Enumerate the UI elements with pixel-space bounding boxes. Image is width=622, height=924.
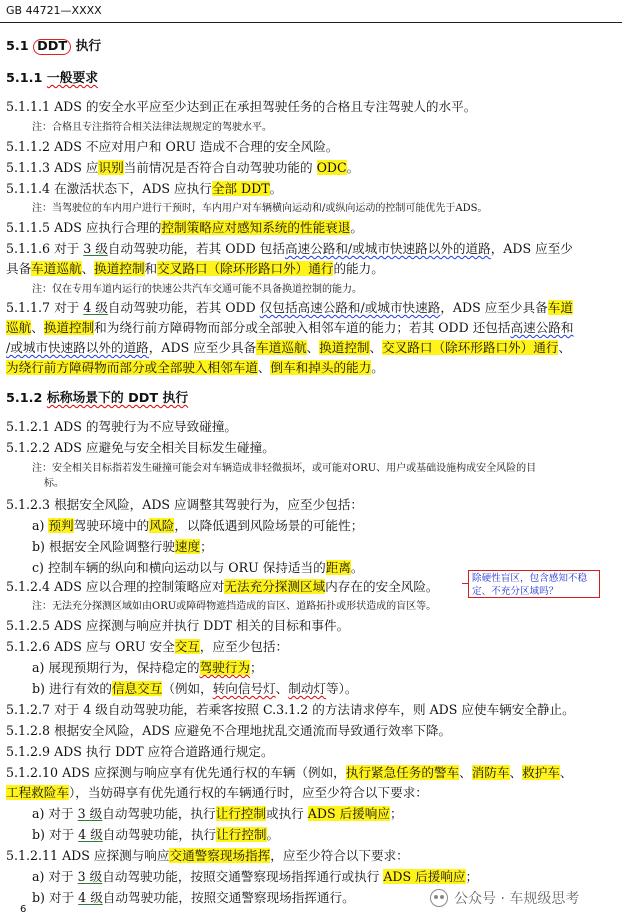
text-line [32,119,272,136]
highlighted-text: 信息交互 [111,681,163,696]
highlighted-text: ODC [316,160,347,175]
text-segment: 5.1.2.8 根据安全风险，ADS 应避免不合理地扰乱交通流而导致通行效率下降。 [6,723,452,738]
text-segment: c) 控制车辆的纵向和横向运动以与 ORU 保持适当的 [32,560,326,575]
text-segment: 5.1.1.4 在激活状态下，ADS 应执行 [6,181,212,196]
text-segment: 5.1.1.5 ADS 应执行合理的 [6,220,162,235]
text-segment: 当前情况是否符合自动驾驶功能的 [123,160,317,175]
text-segment: ，以降低遇到风险场景的可能性； [174,518,364,533]
highlighted-text: 车道巡航 [31,261,82,276]
highlighted-text: 全部 DDT [211,181,270,196]
text-segment: 5.1 [6,39,34,54]
highlighted-text: 执行紧急任务的警车 [345,765,460,780]
text-segment: 具备 [6,261,32,276]
annotated-text: 3 级 [77,806,103,821]
text-segment: a) 对于 [32,806,78,821]
text-segment: b) 进行有效的 [32,681,112,696]
text-line [32,559,363,576]
text-segment: 、 [81,261,95,276]
annotated-text: 4 级 [78,890,103,905]
watermark [430,888,579,908]
text-segment: 5.1.2.1 ADS 的驾驶行为不应导致碰撞。 [6,419,238,434]
annotated-text: 一般要求 [46,71,99,86]
header-rule [0,22,622,23]
text-segment: 和为绕行前方障碍物而部分或全部驶入相邻车道的能力；若其 ODD 还包括 [94,320,511,335]
page-number: 6 [20,904,27,915]
annotated-text: /或城市快速路以外的道路 [6,340,149,355]
text-segment: 5.1.1.6 对于 [6,241,84,256]
text-line [6,138,338,155]
text-line [6,38,101,55]
text-segment: ，应至少包括： [199,639,289,654]
text-segment: ，ADS 应至少具备 [148,340,257,355]
annotated-text: 4 级 [78,827,103,842]
highlighted-text: 救护车 [522,765,560,780]
highlighted-text: 控制策略应对感知系统的性能衰退 [161,220,351,235]
text-segment: b) 根据安全风险调整行驶 [32,539,175,554]
text-line [32,200,487,217]
text-segment: 5.1.1.7 对于 [6,300,84,315]
text-line [6,98,476,115]
text-segment: ； [200,539,213,554]
highlighted-text: 换道控制 [43,320,95,335]
text-segment: 。 [350,220,363,235]
text-line [32,826,279,843]
text-segment: 、 [559,765,573,780]
text-segment: ； [249,660,263,675]
annotated-text: 3 级 [77,869,103,884]
text-segment: 或执行 [265,806,308,821]
text-segment: ； [465,869,479,884]
text-line [6,784,428,801]
text-segment: 注：合格且专注指符合相关法律法规规定的驾驶水平。 [32,122,272,133]
text-line [32,281,362,298]
text-segment: ，ADS 应至少 [490,241,573,256]
text-segment: 自动驾驶功能，执行 [102,806,216,821]
text-line [6,496,363,513]
text-segment: 5.1.1.1 ADS 的安全水平应至少达到正在承担驾驶任务的合格且专注驾驶人的水平。 [6,99,477,114]
annotated-text: 高速公路和 [510,320,574,335]
text-segment: 。 [371,360,384,375]
highlighted-text: 交叉路口（除环形路口外）通行 [157,261,334,276]
highlighted-text: 巡航 [6,320,32,335]
text-line [6,743,274,760]
text-segment: a) 展现预期行为，保持稳定的 [32,660,200,675]
text-line [44,475,64,492]
text-line [32,538,213,555]
text-line [6,240,573,257]
text-segment: 注：无法充分探测区域如由ORU或障碍物遮挡造成的盲区、道路拓扑或形状造成的盲区等。 [32,601,437,612]
text-segment: ），当妨碍享有优先通行权的车辆通行时，应至少符合以下要求： [68,785,428,800]
text-segment: 5.1.2 [6,391,47,406]
text-segment: 、 [306,340,320,355]
text-segment: 、 [275,681,289,696]
text-segment: 内存在的安全风险。 [325,579,439,594]
text-segment: ，应至少符合以下要求： [270,848,409,863]
highlighted-text: 车道巡航 [256,340,307,355]
highlighted-text: ADS 后援响应 [307,806,390,821]
review-comment[interactable]: 除硬性盲区，包含感知不稳定、不充分区域吗？ [468,570,600,598]
text-line [6,260,384,277]
text-segment: 自动驾驶功能，按照交通警察现场指挥通行。 [102,890,355,905]
text-line [6,159,359,176]
text-segment: 5.1.2.3 根据安全风险，ADS 应调整其驾驶行为，应至少包括： [6,497,363,512]
text-segment: 自动驾驶功能，若其 ODD [107,300,260,315]
highlighted-text: 交互 [174,639,200,654]
annotated-text: 4 级 [83,300,108,315]
text-segment: 、 [509,765,523,780]
text-segment: ； [389,806,403,821]
text-segment: 5.1.2.9 ADS 执行 DDT 应符合道路通行规定。 [6,744,274,759]
text-segment: 、 [459,765,472,780]
text-segment: b) 对于 [32,827,79,842]
highlighted-text: 预判 [48,518,74,533]
text-segment: 、 [369,340,383,355]
highlighted-text: 换道控制 [319,340,370,355]
text-segment: 注：安全相关目标指若发生碰撞可能会对车辆造成非轻微损坏，或可能对ORU、用户或基础设施构成安全风险的目 [32,463,537,474]
text-segment: 驾驶环境中的 [73,518,150,533]
highlighted-text: 交叉路口（除环形路口外）通行 [382,340,559,355]
text-line [32,868,478,885]
text-line [6,359,384,376]
highlighted-text: 车道 [547,300,573,315]
text-segment: 。 [346,160,360,175]
text-line [32,680,358,697]
text-line [32,460,536,477]
highlighted-text: 交通警察现场指挥 [169,848,271,863]
text-line [32,889,355,906]
text-line [32,517,363,534]
highlighted-text: 倒车和掉头的能力 [270,360,372,375]
highlighted-text: 让行控制 [215,806,266,821]
text-segment: a) [32,518,49,533]
text-line [6,764,572,781]
highlighted-text: 消防车 [471,765,510,780]
text-line [6,180,282,197]
text-segment: 自动驾驶功能，若其 ODD 包括 [107,241,285,256]
text-segment: b) 对于 [32,890,79,905]
highlighted-text: 识别 [98,160,124,175]
text-line [6,701,575,718]
text-segment: a) 对于 [32,869,78,884]
highlighted-text: 为绕行前方障碍物而部分或全部驶入相邻车道 [6,360,258,375]
text-line [32,659,263,676]
text-segment: 。 [350,560,364,575]
text-segment: ，ADS 应至少具备 [440,300,548,315]
annotated-text: 3 级 [83,241,108,256]
text-segment: 5.1.1 [6,71,47,86]
text-line [6,219,363,236]
text-line [6,722,451,739]
text-line [6,299,573,316]
wechat-icon [430,889,448,907]
text-segment: 5.1.2.10 ADS 应探测与响应享有优先通行权的车辆（例如， [6,765,346,780]
text-segment: 5.1.1.2 ADS 不应对用户和 ORU 造成不合理的安全风险。 [6,139,339,154]
annotated-text: 转向信号灯 [212,681,276,696]
text-segment: 5.1.2.6 ADS 应与 ORU 安全 [6,639,175,654]
text-segment: 执行 [71,39,102,54]
text-line [6,390,188,407]
text-segment: 。 [266,827,280,842]
text-segment: 、 [31,320,44,335]
text-line [6,638,288,655]
text-segment: 等）。 [326,681,358,696]
text-segment: 5.1.1.3 ADS 应 [6,160,99,175]
text-segment: 、 [257,360,271,375]
text-line [6,617,349,634]
highlighted-text: 距离 [325,560,351,575]
text-segment: 的能力。 [333,261,384,276]
text-segment: 5.1.2.4 ADS 应以合理的控制策略应对 [6,579,225,594]
highlighted-text: 风险 [149,518,175,533]
text-line [6,418,237,435]
text-segment: 。 [269,181,283,196]
annotated-text: 标称场景下的 DDT 执行 [46,391,189,406]
text-segment: 5.1.2.7 对于 4 级自动驾驶功能，若乘客按照 C.3.1.2 的方法请求停车，则 ADS 应使车辆安全静止。 [6,702,575,717]
text-segment: 5.1.2.11 ADS 应探测与响应 [6,848,170,863]
annotated-text: 仅包括高速公路和/或城市快速路 [259,300,441,315]
text-line [6,578,439,595]
text-segment: 自动驾驶功能，执行 [102,827,217,842]
text-line [6,847,409,864]
highlighted-text: 速度 [174,539,201,554]
watermark-text: 公众号 · 车规级思考 [454,891,580,907]
text-segment: 注：仅在专用车道内运行的快速公共汽车交通可能不具备换道控制的能力。 [32,284,362,295]
highlighted-text: 无法充分探测区域 [224,579,326,594]
text-line [32,805,403,822]
standard-header: GB 44721—XXXX [6,4,102,17]
text-line [6,319,573,336]
text-segment: 和 [144,261,158,276]
text-line [6,70,98,87]
text-line [6,339,571,356]
highlighted-text: 换道控制 [94,261,145,276]
text-segment: 注：当驾驶位的车内用户进行干预时，车内用户对车辆横向运动和/或纵向运动的控制可能优先于ADS。 [32,203,488,214]
highlighted-text: 让行控制 [216,827,267,842]
text-segment: （例如， [162,681,213,696]
text-segment: 标。 [44,478,64,489]
text-segment: 自动驾驶功能，按照交通警察现场指挥通行或执行 [102,869,384,884]
text-line [32,598,436,615]
text-segment: 、 [558,340,572,355]
annotated-text: 高速公路和/或城市快速路以外的道路 [284,241,491,256]
annotated-text: 制动灯 [288,681,327,696]
text-line [6,439,275,456]
highlighted-text: 工程救险车 [6,785,69,800]
text-segment: 5.1.2.2 ADS 应避免与安全相关目标发生碰撞。 [6,440,275,455]
highlighted-text: ADS 后援响应 [383,869,466,884]
text-segment: 5.1.2.5 ADS 应探测与响应并执行 DDT 相关的目标和事件。 [6,618,350,633]
highlighted-text: 驾驶行为 [199,660,250,675]
annotated-text: DDT [33,39,71,55]
